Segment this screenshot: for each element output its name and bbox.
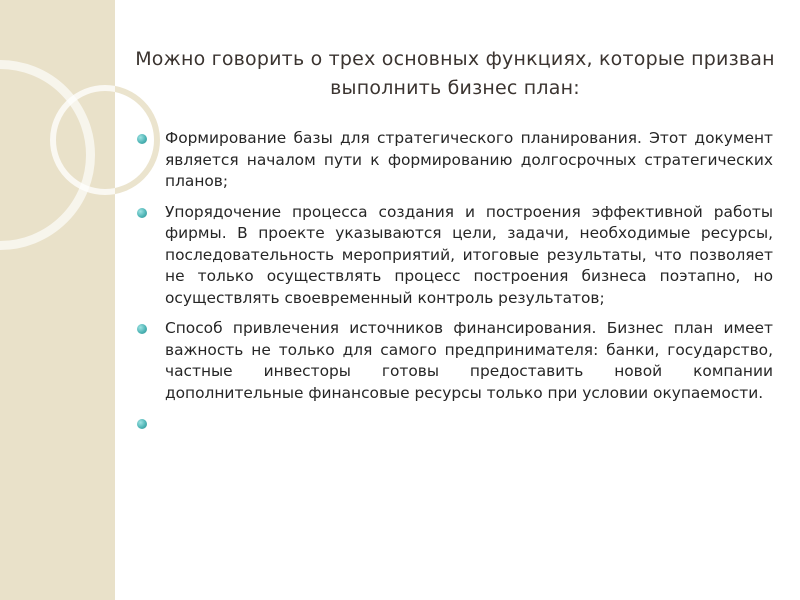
slide-title: Можно говорить о трех основных функциях, которые призван выполнить бизнес план:: [135, 48, 775, 99]
bullet-dot-icon: [137, 208, 147, 218]
decorative-side-band: [0, 0, 115, 600]
bullet-item: [133, 202, 773, 310]
bullet-dot-icon: [137, 419, 147, 429]
bullet-list: [133, 128, 773, 443]
bullet-item: [133, 128, 773, 193]
bullet-text: Формирование базы для стратегического планирования. Этот документ является началом пути к формированию долгосрочных стратегических планов;: [165, 129, 773, 190]
bullet-text: Упорядочение процесса создания и построения эффективной работы фирмы. В проекте указываются цели, задачи, необходимые ресурсы, последовательность мероприятий, итоговые результаты, что позволяет не только осуществлять процесс построения бизнеса поэтапно, но осуществлять своевременный контроль результатов;: [165, 202, 773, 307]
bullet-dot-icon: [137, 134, 147, 144]
bullet-item: [133, 318, 773, 404]
bullet-item-empty: [133, 413, 773, 434]
bullet-dot-icon: [137, 324, 147, 334]
bullet-text: Способ привлечения источников финансирования. Бизнес план имеет важность не только для самого предпринимателя: банки, государство, частные инвесторы готовы предоставить новой компании дополнительные финансовые ресурсы только при условии окупаемости.: [165, 319, 773, 402]
